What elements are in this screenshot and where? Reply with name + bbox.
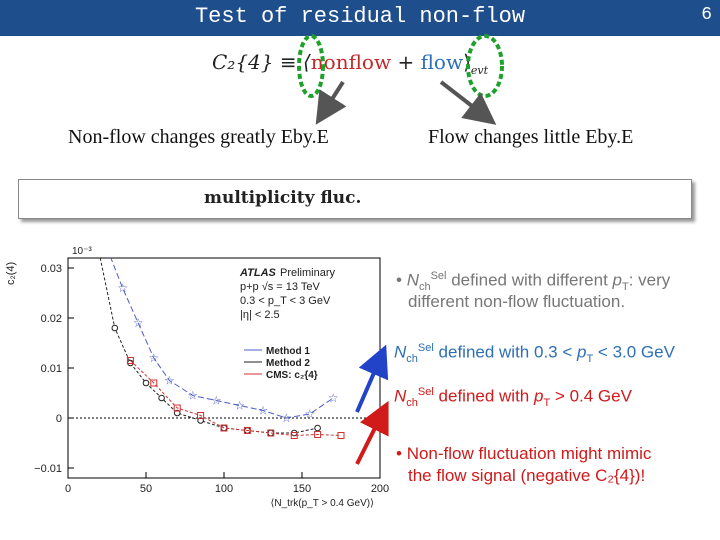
blue-arrow [357, 352, 383, 412]
data-point: ☆ [132, 316, 144, 330]
data-point [315, 425, 321, 431]
x-axis-label: ⟨N_trk(p_T > 0.4 GeV)⟩ [270, 498, 374, 509]
y-tick-label: 0 [55, 413, 62, 425]
equation-flow: flow [420, 50, 464, 74]
label-nonflow: Non-flow changes greatly Eby.E [68, 126, 329, 148]
b1-n: N [406, 270, 419, 290]
bullet-4-line2: the flow signal (negative C₂{4})! [408, 466, 646, 485]
legend-entry: CMS: c₂{4} [266, 370, 318, 381]
red-arrow [357, 408, 385, 464]
data-point: ☆ [234, 398, 245, 413]
b1-sub: ch [418, 281, 431, 294]
b2-end: < 3.0 GeV [593, 342, 675, 362]
y-exponent: 10⁻³ [72, 246, 92, 257]
data-point: ☆ [327, 391, 339, 405]
b1-pt: p [612, 270, 622, 290]
bullet-1-line2: different non-flow fluctuation. [408, 292, 626, 311]
legend-preliminary: Preliminary [280, 267, 336, 279]
b2-sub: ch [406, 353, 418, 366]
b2-ptsub: T [586, 353, 594, 366]
data-point: ☆ [187, 388, 199, 403]
bullet-2 [394, 342, 675, 365]
x-tick-label: 50 [139, 483, 153, 495]
data-point [159, 395, 165, 401]
multiplicity-box [18, 179, 692, 219]
slide-title: Test of residual non-flow [194, 4, 526, 29]
data-point [112, 325, 118, 331]
bullet-3 [394, 386, 632, 409]
page-number: 6 [701, 5, 712, 25]
legend-pt-range: 0.3 < p_T < 3 GeV [240, 295, 331, 307]
arrow-nonflow [320, 82, 343, 118]
legend-entry: Method 2 [266, 358, 310, 369]
equation-lhs: C₂{4} ≡ ⟨ [212, 50, 311, 74]
b3-end: > 0.4 GeV [550, 386, 632, 406]
b3-n: N [394, 386, 407, 406]
b3-sup: Sel [417, 386, 434, 398]
equation-rhs: ⟩ [463, 50, 471, 74]
bullet-1: • $N_{ch}^{Sel}$ defined with different $p_T$: very [396, 270, 671, 294]
y-tick-label: 0.02 [40, 313, 62, 325]
y-tick-label: −0.01 [34, 463, 62, 475]
legend-atlas: ATLAS [240, 267, 276, 279]
data-point: ☆ [148, 351, 160, 365]
c2-chart [0, 240, 390, 530]
plot-frame [68, 258, 380, 478]
b3-text: defined with [433, 386, 534, 406]
x-tick-label: 0 [64, 483, 72, 495]
data-point: ☆ [164, 373, 175, 388]
x-tick-label: 150 [292, 483, 312, 495]
y-tick-label: 0.01 [40, 363, 62, 375]
bullet-4: • Non-flow fluctuation might mimic [396, 444, 652, 463]
b2-sup: Sel [417, 342, 434, 354]
y-tick-label: 0.03 [40, 263, 62, 275]
equation-plus: + [391, 50, 421, 74]
b3-pt: p [534, 386, 544, 406]
b1-sup: Sel [430, 270, 447, 282]
b2-text: defined with 0.3 < [433, 342, 577, 362]
data-point: ☆ [257, 403, 269, 418]
data-point: ☆ [304, 407, 316, 421]
b4-line1: Non-flow fluctuation might mimic [406, 444, 652, 463]
b3-ptsub: T [543, 397, 551, 410]
arrow-flow [441, 82, 490, 120]
b2-pt: p [577, 342, 587, 362]
legend-system: p+p √s = 13 TeV [240, 281, 320, 293]
data-point: ☆ [210, 393, 222, 408]
b3-sub: ch [406, 397, 418, 410]
nonflow-highlight [299, 36, 323, 96]
equation-sub: evt [470, 64, 489, 77]
b1-ptsub: T [621, 281, 629, 294]
data-point: ☆ [117, 281, 128, 295]
flow-highlight [468, 36, 502, 96]
label-flow: Flow changes little Eby.E [428, 126, 634, 148]
data-point [143, 380, 149, 386]
series-line [99, 253, 317, 433]
legend-eta: |η| < 2.5 [240, 309, 280, 321]
b1-post: : very [628, 270, 671, 290]
equation-nonflow: nonflow [310, 50, 392, 74]
legend-entry: Method 1 [266, 346, 310, 357]
y-axis-label: c₂(4) [5, 261, 17, 285]
x-tick-label: 200 [370, 483, 390, 495]
multiplicity-text: multiplicity fluc. [204, 188, 362, 208]
b2-n: N [394, 342, 407, 362]
x-tick-label: 100 [214, 483, 234, 495]
data-point: ☆ [281, 411, 292, 425]
b1-mid: defined with different [446, 270, 613, 290]
